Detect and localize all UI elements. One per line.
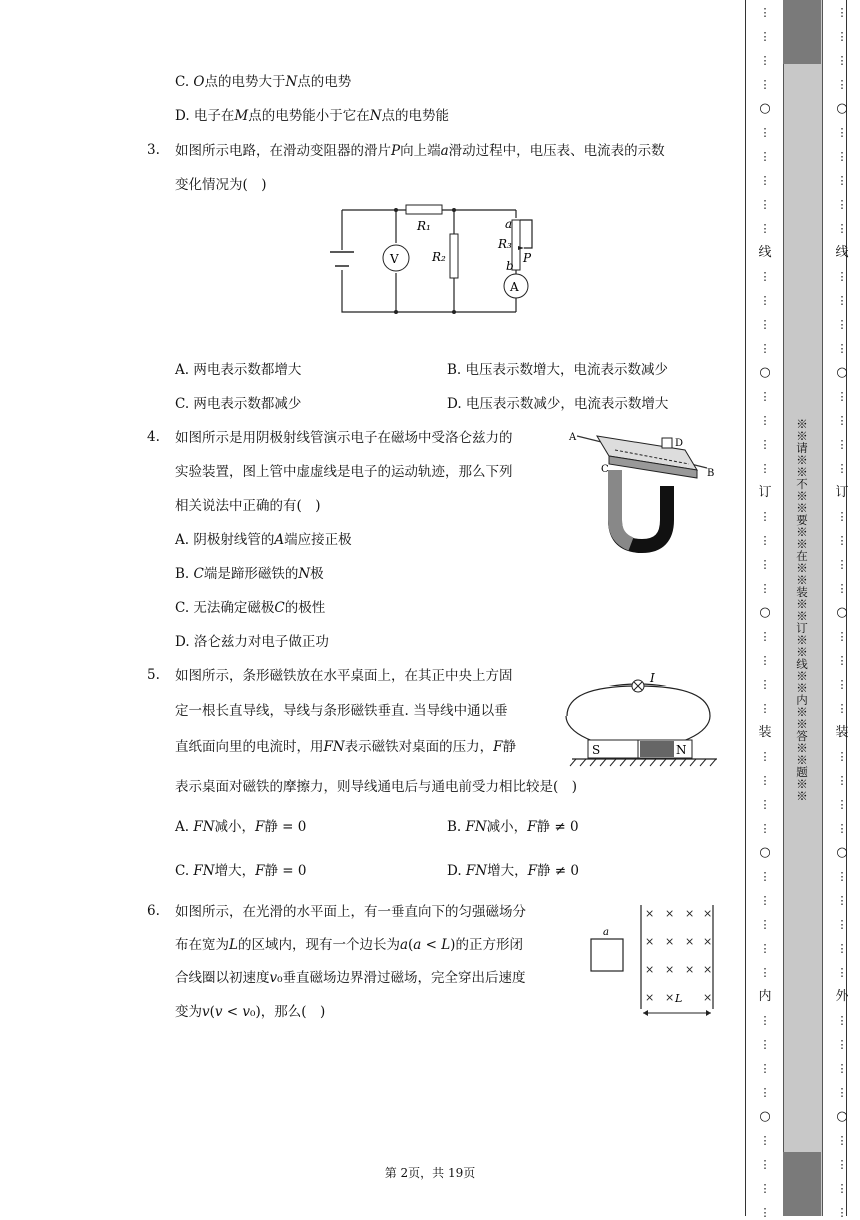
- binding-dot-mark: ⋮: [836, 822, 848, 835]
- binding-warning-text: ※※请※※不※※要※※在※※装※※订※※线※※内※※答※※题※※: [795, 418, 809, 802]
- binding-dot-mark: ⋮: [836, 126, 848, 139]
- binding-dot-mark: ⋮: [836, 1206, 848, 1219]
- q5-option-a: A. 𝐹𝑁减小，𝐹静 = 0: [175, 819, 307, 835]
- binding-dot-mark: ⋮: [759, 198, 771, 211]
- binding-dot-mark: ⋮: [759, 702, 771, 715]
- binding-dot-mark: ⋮: [836, 174, 848, 187]
- q5-stem-line2: 定一根长直导线，导线与条形磁铁垂直. 当导线中通以垂: [175, 703, 508, 719]
- binding-dot-mark: ⋮: [759, 654, 771, 667]
- binding-label: 装: [758, 725, 772, 740]
- binding-dot-mark: ⋮: [759, 438, 771, 451]
- terminal-b-label: b: [506, 259, 514, 273]
- binding-dot-mark: ⋮: [836, 30, 848, 43]
- binding-dot-mark: ⋮: [836, 438, 848, 451]
- binding-dot-mark: ⋮: [759, 582, 771, 595]
- q3-number: 3.: [147, 142, 160, 158]
- binding-dot-mark: ⋮: [759, 822, 771, 835]
- field-mark: ×: [685, 963, 695, 976]
- binding-dot-mark: ⋮: [836, 582, 848, 595]
- binding-dot-mark: ⋮: [836, 462, 848, 475]
- binding-dot-mark: ⋮: [759, 342, 771, 355]
- binding-circle-mark: ○: [759, 605, 771, 620]
- binding-circle-mark: ○: [836, 101, 848, 116]
- field-mark: ×: [665, 907, 675, 920]
- binding-dot-mark: ⋮: [759, 462, 771, 475]
- binding-dot-mark: ⋮: [759, 1182, 771, 1195]
- binding-label: 线: [758, 245, 772, 260]
- q5-option-c: C. 𝐹𝑁增大，𝐹静 = 0: [175, 863, 307, 879]
- binding-dot-mark: ⋮: [759, 390, 771, 403]
- binding-dot-mark: ⋮: [759, 174, 771, 187]
- binding-dot-mark: ⋮: [836, 558, 848, 571]
- q6-stem-line3: 合线圈以初速度𝑣₀垂直磁场边界滑过磁场，完全穿出后速度: [175, 970, 526, 986]
- binding-dot-mark: ⋮: [759, 798, 771, 811]
- binding-dot-mark: ⋮: [836, 1158, 848, 1171]
- binding-dot-mark: ⋮: [759, 1014, 771, 1027]
- binding-circle-mark: ○: [759, 101, 771, 116]
- binding-dot-mark: ⋮: [759, 1134, 771, 1147]
- width-l-label: L: [675, 992, 683, 1005]
- field-mark: ×: [703, 907, 713, 920]
- binding-dot-mark: ⋮: [759, 414, 771, 427]
- q5-bar-magnet-figure: [562, 668, 720, 770]
- terminal-a-label: a: [505, 217, 513, 231]
- binding-dot-mark: ⋮: [759, 1158, 771, 1171]
- binding-circle-mark: ○: [836, 1109, 848, 1124]
- q6-stem-line1: 如图所示，在光滑的水平面上，有一垂直向下的匀强磁场分: [175, 904, 526, 920]
- magnet-s-label: S: [592, 743, 601, 757]
- page-footer: 第 2页，共 19页: [384, 1166, 476, 1180]
- binding-dot-mark: ⋮: [836, 774, 848, 787]
- binding-dot-mark: ⋮: [836, 1134, 848, 1147]
- binding-dot-mark: ⋮: [836, 1038, 848, 1051]
- binding-dot-mark: ⋮: [836, 414, 848, 427]
- binding-dot-mark: ⋮: [836, 966, 848, 979]
- binding-dot-mark: ⋮: [759, 270, 771, 283]
- slider-p-label: P: [523, 251, 532, 265]
- binding-dot-mark: ⋮: [759, 318, 771, 331]
- binding-dot-mark: ⋮: [759, 126, 771, 139]
- q3-option-c: C. 两电表示数都减少: [175, 396, 302, 412]
- q3-circuit-figure: [320, 198, 550, 323]
- binding-strip-bottom-cap: [783, 1152, 821, 1216]
- binding-dot-mark: ⋮: [759, 942, 771, 955]
- field-mark: ×: [665, 935, 675, 948]
- binding-dot-mark: ⋮: [836, 798, 848, 811]
- binding-dot-mark: ⋮: [836, 630, 848, 643]
- field-mark: ×: [703, 991, 713, 1004]
- binding-border-left: [745, 0, 746, 1216]
- binding-dot-mark: ⋮: [759, 6, 771, 19]
- binding-circle-mark: ○: [836, 365, 848, 380]
- r3-label: R₃: [498, 237, 512, 251]
- binding-dot-mark: ⋮: [759, 294, 771, 307]
- ammeter-label: A: [510, 280, 519, 294]
- q5-stem-line3: 直纸面向里的电流时，用𝐹𝑁表示磁铁对桌面的压力，𝐹静: [175, 739, 517, 755]
- binding-dot-mark: ⋮: [759, 894, 771, 907]
- tube-end-a-label: A: [569, 432, 577, 443]
- voltmeter-label: V: [390, 252, 399, 266]
- q6-magnetic-field-figure: [585, 903, 720, 1021]
- field-mark: ×: [645, 991, 655, 1004]
- binding-dot-mark: ⋮: [759, 30, 771, 43]
- binding-dot-mark: ⋮: [836, 870, 848, 883]
- q6-stem-line4: 变为𝑣(𝑣 < 𝑣₀)，那么( ): [175, 1004, 326, 1020]
- binding-dot-mark: ⋮: [759, 918, 771, 931]
- field-mark: ×: [665, 991, 675, 1004]
- q4-stem-line3: 相关说法中正确的有( ): [175, 498, 321, 514]
- tube-end-b-label: B: [707, 468, 715, 479]
- binding-dot-mark: ⋮: [759, 1086, 771, 1099]
- binding-dot-mark: ⋮: [836, 1014, 848, 1027]
- q3-stem-line2: 变化情况为( ): [175, 177, 267, 193]
- binding-dot-mark: ⋮: [836, 390, 848, 403]
- field-mark: ×: [665, 963, 675, 976]
- binding-dot-mark: ⋮: [759, 630, 771, 643]
- binding-label: 线: [835, 245, 849, 260]
- coil-side-a-label: a: [603, 927, 609, 938]
- binding-label: 订: [758, 485, 772, 500]
- field-mark: ×: [703, 963, 713, 976]
- binding-dot-mark: ⋮: [759, 1038, 771, 1051]
- q5-option-d: D. 𝐹𝑁增大，𝐹静 ≠ 0: [447, 863, 579, 879]
- binding-dot-mark: ⋮: [836, 1182, 848, 1195]
- binding-label: 内: [758, 989, 772, 1004]
- q5-stem-line4: 表示桌面对磁铁的摩擦力，则导线通电后与通电前受力相比较是( ): [175, 779, 578, 795]
- q5-number: 5.: [147, 667, 160, 683]
- q5-stem-line1: 如图所示，条形磁铁放在水平桌面上，在其正中央上方固: [175, 668, 513, 684]
- field-mark: ×: [703, 935, 713, 948]
- q3-stem-line1: 如图所示电路，在滑动变阻器的滑片𝑃向上端𝑎滑动过程中，电压表、电流表的示数: [175, 143, 665, 159]
- binding-dot-mark: ⋮: [759, 222, 771, 235]
- binding-dot-mark: ⋮: [836, 78, 848, 91]
- r1-label: R₁: [417, 219, 431, 233]
- binding-dot-mark: ⋮: [836, 150, 848, 163]
- binding-dot-mark: ⋮: [836, 654, 848, 667]
- binding-dot-mark: ⋮: [759, 558, 771, 571]
- r2-label: R₂: [432, 250, 446, 264]
- q2-option-c: C. 𝑂点的电势大于𝑁点的电势: [175, 74, 352, 90]
- magnet-n-label: N: [676, 743, 687, 757]
- binding-dot-mark: ⋮: [836, 510, 848, 523]
- binding-dot-mark: ⋮: [836, 894, 848, 907]
- binding-circle-mark: ○: [759, 1109, 771, 1124]
- binding-dot-mark: ⋮: [759, 774, 771, 787]
- binding-strip-top-cap: [783, 0, 821, 64]
- binding-dot-mark: ⋮: [759, 870, 771, 883]
- binding-dot-mark: ⋮: [836, 198, 848, 211]
- binding-dot-mark: ⋮: [759, 750, 771, 763]
- binding-dot-mark: ⋮: [836, 342, 848, 355]
- binding-dot-mark: ⋮: [836, 270, 848, 283]
- binding-dot-mark: ⋮: [836, 1086, 848, 1099]
- field-mark: ×: [685, 907, 695, 920]
- current-i-label: I: [650, 671, 655, 685]
- q2-option-d: D. 电子在𝑀点的电势能小于它在𝑁点的电势能: [175, 108, 450, 124]
- binding-dot-mark: ⋮: [836, 750, 848, 763]
- binding-label: 装: [835, 725, 849, 740]
- binding-dot-mark: ⋮: [759, 678, 771, 691]
- binding-dot-mark: ⋮: [836, 942, 848, 955]
- q5-option-b: B. 𝐹𝑁减小，𝐹静 ≠ 0: [447, 819, 579, 835]
- field-mark: ×: [645, 963, 655, 976]
- binding-dot-mark: ⋮: [836, 6, 848, 19]
- q4-stem-line2: 实验装置，图上管中虚虚线是电子的运动轨迹，那么下列: [175, 464, 513, 480]
- binding-label: 订: [835, 485, 849, 500]
- q4-number: 4.: [147, 429, 160, 445]
- binding-dot-mark: ⋮: [759, 1206, 771, 1219]
- binding-dot-mark: ⋮: [836, 918, 848, 931]
- field-mark: ×: [685, 935, 695, 948]
- binding-dot-mark: ⋮: [759, 1062, 771, 1075]
- q4-option-b: B. 𝐶端是蹄形磁铁的𝑁极: [175, 566, 324, 582]
- field-mark: ×: [645, 935, 655, 948]
- binding-dot-mark: ⋮: [836, 318, 848, 331]
- field-mark: ×: [645, 907, 655, 920]
- binding-circle-mark: ○: [836, 605, 848, 620]
- q3-option-d: D. 电压表示数减少，电流表示数增大: [447, 396, 669, 412]
- q6-stem-line2: 布在宽为𝐿的区域内，现有一个边长为𝑎(𝑎 < 𝐿)的正方形闭: [175, 937, 523, 953]
- binding-dot-mark: ⋮: [836, 702, 848, 715]
- q3-option-b: B. 电压表示数增大，电流表示数减少: [447, 362, 669, 378]
- binding-dot-mark: ⋮: [759, 150, 771, 163]
- binding-dot-mark: ⋮: [836, 294, 848, 307]
- binding-dot-mark: ⋮: [759, 534, 771, 547]
- binding-dot-mark: ⋮: [759, 510, 771, 523]
- binding-circle-mark: ○: [759, 845, 771, 860]
- binding-circle-mark: ○: [759, 365, 771, 380]
- magnet-pole-c-label: C: [601, 464, 609, 475]
- binding-circle-mark: ○: [836, 845, 848, 860]
- binding-dot-mark: ⋮: [836, 222, 848, 235]
- q4-option-d: D. 洛仑兹力对电子做正功: [175, 634, 329, 650]
- q6-number: 6.: [147, 903, 160, 919]
- binding-label: 外: [835, 989, 849, 1004]
- q4-option-a: A. 阴极射线管的𝐴端应接正极: [175, 532, 352, 548]
- binding-dot-mark: ⋮: [836, 1062, 848, 1075]
- binding-dot-mark: ⋮: [759, 78, 771, 91]
- q4-stem-line1: 如图所示是用阴极射线管演示电子在磁场中受洛仑兹力的: [175, 430, 513, 446]
- binding-dot-mark: ⋮: [759, 966, 771, 979]
- binding-dot-mark: ⋮: [836, 54, 848, 67]
- q4-cathode-tube-figure: [567, 428, 717, 554]
- q4-option-c: C. 无法确定磁极𝐶的极性: [175, 600, 326, 616]
- binding-dot-mark: ⋮: [836, 678, 848, 691]
- binding-dot-mark: ⋮: [759, 54, 771, 67]
- q3-option-a: A. 两电表示数都增大: [175, 362, 302, 378]
- binding-dot-mark: ⋮: [836, 534, 848, 547]
- magnet-pole-d-label: D: [675, 438, 684, 449]
